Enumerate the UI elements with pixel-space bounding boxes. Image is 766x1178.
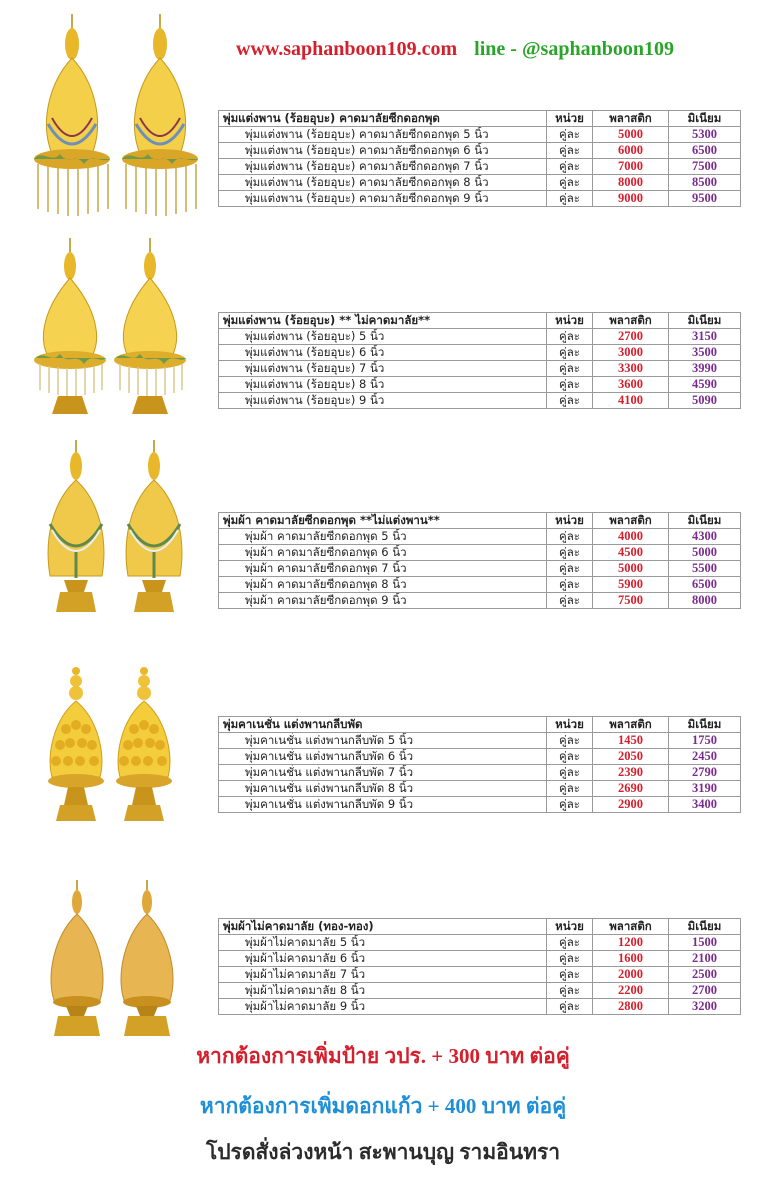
product-name-cell: พุ่มแต่งพาน (ร้อยอุบะ) คาดมาลัยซีกดอกพุด 9 นิ้ว [219, 191, 547, 207]
plastic-price-cell: 6000 [593, 143, 669, 159]
metal-price-cell: 6500 [669, 143, 741, 159]
plastic-price-cell: 1200 [593, 935, 669, 951]
unit-cell: คู่ละ [547, 765, 593, 781]
plastic-price-cell: 2900 [593, 797, 669, 813]
product-name-cell: พุ่มแต่งพาน (ร้อยอุบะ) คาดมาลัยซีกดอกพุด 5 นิ้ว [219, 127, 547, 143]
metal-price-cell: 1750 [669, 733, 741, 749]
product-name-cell: พุ่มคาเนชั่น แต่งพานกลีบพัด 5 นิ้ว [219, 733, 547, 749]
product-name-cell: พุ่มแต่งพาน (ร้อยอุบะ) 8 นิ้ว [219, 377, 547, 393]
unit-cell: คู่ละ [547, 951, 593, 967]
product-name-cell: พุ่มคาเนชั่น แต่งพานกลีบพัด 7 นิ้ว [219, 765, 547, 781]
table-row [219, 577, 741, 593]
unit-cell: คู่ละ [547, 361, 593, 377]
column-header-metal: มิเนียม [669, 919, 741, 935]
unit-cell: คู่ละ [547, 561, 593, 577]
footer-order-note: โปรดสั่งล่วงหน้า สะพานบุญ รามอินทรา [205, 1140, 561, 1164]
metal-price-cell: 2700 [669, 983, 741, 999]
product-name-cell: พุ่มผ้า คาดมาลัยซีกดอกพุด 8 นิ้ว [219, 577, 547, 593]
price-table [218, 716, 741, 813]
table-row [219, 529, 741, 545]
price-table [218, 110, 741, 207]
metal-price-cell: 5090 [669, 393, 741, 409]
table-title: พุ่มแต่งพาน (ร้อยอุบะ) ** ไม่คาดมาลัย** [219, 313, 547, 329]
table-row [219, 361, 741, 377]
table-row [219, 545, 741, 561]
unit-cell: คู่ละ [547, 781, 593, 797]
plastic-price-cell: 3300 [593, 361, 669, 377]
plastic-price-cell: 4500 [593, 545, 669, 561]
product-name-cell: พุ่มผ้า คาดมาลัยซีกดอกพุด 6 นิ้ว [219, 545, 547, 561]
table-title: พุ่มคาเนชั่น แต่งพานกลีบพัด [219, 717, 547, 733]
plastic-price-cell: 2800 [593, 999, 669, 1015]
product-name-cell: พุ่มแต่งพาน (ร้อยอุบะ) 5 นิ้ว [219, 329, 547, 345]
unit-cell: คู่ละ [547, 191, 593, 207]
plastic-price-cell: 5000 [593, 561, 669, 577]
table-header-row [219, 513, 741, 529]
plastic-price-cell: 2690 [593, 781, 669, 797]
metal-price-cell: 2100 [669, 951, 741, 967]
unit-cell: คู่ละ [547, 577, 593, 593]
product-name-cell: พุ่มผ้าไม่คาดมาลัย 6 นิ้ว [219, 951, 547, 967]
product-name-cell: พุ่มแต่งพาน (ร้อยอุบะ) คาดมาลัยซีกดอกพุด 6 นิ้ว [219, 143, 547, 159]
table-row [219, 797, 741, 813]
pum-garland-tassel-icon [30, 14, 114, 219]
table-header-row [219, 111, 741, 127]
metal-price-cell: 8000 [669, 593, 741, 609]
metal-price-cell: 5300 [669, 127, 741, 143]
website-link[interactable]: www.saphanboon109.com [236, 38, 458, 60]
product-name-cell: พุ่มแต่งพาน (ร้อยอุบะ) 7 นิ้ว [219, 361, 547, 377]
unit-cell: คู่ละ [547, 749, 593, 765]
product-name-cell: พุ่มแต่งพาน (ร้อยอุบะ) 9 นิ้ว [219, 393, 547, 409]
metal-price-cell: 1500 [669, 935, 741, 951]
pum-fabric-garland-icon [118, 440, 190, 615]
table-row [219, 175, 741, 191]
plastic-price-cell: 3000 [593, 345, 669, 361]
plastic-price-cell: 4000 [593, 529, 669, 545]
unit-cell: คู่ละ [547, 529, 593, 545]
product-name-cell: พุ่มผ้า คาดมาลัยซีกดอกพุด 7 นิ้ว [219, 561, 547, 577]
unit-cell: คู่ละ [547, 999, 593, 1015]
product-name-cell: พุ่มผ้า คาดมาลัยซีกดอกพุด 5 นิ้ว [219, 529, 547, 545]
pum-carnation-icon [112, 665, 176, 825]
table-row [219, 999, 741, 1015]
table-row [219, 377, 741, 393]
metal-price-cell: 6500 [669, 577, 741, 593]
table-row [219, 967, 741, 983]
pum-gold-fabric-icon [114, 880, 180, 1040]
product-image-5 [44, 880, 180, 1040]
plastic-price-cell: 7500 [593, 593, 669, 609]
table-row [219, 951, 741, 967]
plastic-price-cell: 5000 [593, 127, 669, 143]
product-name-cell: พุ่มแต่งพาน (ร้อยอุบะ) คาดมาลัยซีกดอกพุด 8 นิ้ว [219, 175, 547, 191]
unit-cell: คู่ละ [547, 545, 593, 561]
table-row [219, 393, 741, 409]
column-header-metal: มิเนียม [669, 717, 741, 733]
table-header-row [219, 313, 741, 329]
unit-cell: คู่ละ [547, 175, 593, 191]
column-header-plastic: พลาสติก [593, 513, 669, 529]
table-row [219, 733, 741, 749]
metal-price-cell: 2450 [669, 749, 741, 765]
metal-price-cell: 4300 [669, 529, 741, 545]
table-row [219, 191, 741, 207]
product-name-cell: พุ่มแต่งพาน (ร้อยอุบะ) คาดมาลัยซีกดอกพุด 7 นิ้ว [219, 159, 547, 175]
pum-carnation-icon [44, 665, 108, 825]
table-row [219, 593, 741, 609]
product-name-cell: พุ่มผ้าไม่คาดมาลัย 9 นิ้ว [219, 999, 547, 1015]
table-row [219, 329, 741, 345]
column-header-plastic: พลาสติก [593, 919, 669, 935]
unit-cell: คู่ละ [547, 393, 593, 409]
column-header-plastic: พลาสติก [593, 111, 669, 127]
footer-flower-addon: หากต้องการเพิ่มดอกแก้ว + 400 บาท ต่อคู่ [199, 1094, 567, 1118]
unit-cell: คู่ละ [547, 733, 593, 749]
pum-tray-tassel-icon [112, 238, 188, 416]
metal-price-cell: 3200 [669, 999, 741, 1015]
plastic-price-cell: 2700 [593, 329, 669, 345]
metal-price-cell: 8500 [669, 175, 741, 191]
column-header-unit: หน่วย [547, 717, 593, 733]
plastic-price-cell: 2200 [593, 983, 669, 999]
metal-price-cell: 3150 [669, 329, 741, 345]
unit-cell: คู่ละ [547, 377, 593, 393]
plastic-price-cell: 8000 [593, 175, 669, 191]
table-row [219, 159, 741, 175]
metal-price-cell: 4590 [669, 377, 741, 393]
product-name-cell: พุ่มคาเนชั่น แต่งพานกลีบพัด 9 นิ้ว [219, 797, 547, 813]
metal-price-cell: 7500 [669, 159, 741, 175]
table-row [219, 127, 741, 143]
metal-price-cell: 2500 [669, 967, 741, 983]
column-header-unit: หน่วย [547, 919, 593, 935]
table-row [219, 983, 741, 999]
column-header-unit: หน่วย [547, 513, 593, 529]
product-name-cell: พุ่มผ้าไม่คาดมาลัย 8 นิ้ว [219, 983, 547, 999]
table-row [219, 561, 741, 577]
table-row [219, 765, 741, 781]
product-name-cell: พุ่มคาเนชั่น แต่งพานกลีบพัด 6 นิ้ว [219, 749, 547, 765]
plastic-price-cell: 2000 [593, 967, 669, 983]
metal-price-cell: 5500 [669, 561, 741, 577]
unit-cell: คู่ละ [547, 983, 593, 999]
plastic-price-cell: 3600 [593, 377, 669, 393]
product-image-3 [40, 440, 190, 615]
table-row [219, 345, 741, 361]
contact-header [236, 38, 674, 61]
unit-cell: คู่ละ [547, 797, 593, 813]
metal-price-cell: 9500 [669, 191, 741, 207]
product-name-cell: พุ่มผ้าไม่คาดมาลัย 5 นิ้ว [219, 935, 547, 951]
table-header-row [219, 717, 741, 733]
metal-price-cell: 3500 [669, 345, 741, 361]
unit-cell: คู่ละ [547, 329, 593, 345]
product-name-cell: พุ่มคาเนชั่น แต่งพานกลีบพัด 8 นิ้ว [219, 781, 547, 797]
metal-price-cell: 3190 [669, 781, 741, 797]
price-table [218, 918, 741, 1015]
metal-price-cell: 5000 [669, 545, 741, 561]
plastic-price-cell: 5900 [593, 577, 669, 593]
column-header-metal: มิเนียม [669, 513, 741, 529]
unit-cell: คู่ละ [547, 127, 593, 143]
metal-price-cell: 3400 [669, 797, 741, 813]
table-title: พุ่มผ้าไม่คาดมาลัย (ทอง-ทอง) [219, 919, 547, 935]
plastic-price-cell: 9000 [593, 191, 669, 207]
table-title: พุ่มแต่งพาน (ร้อยอุบะ) คาดมาลัยซีกดอกพุด [219, 111, 547, 127]
price-table [218, 312, 741, 409]
unit-cell: คู่ละ [547, 143, 593, 159]
column-header-plastic: พลาสติก [593, 717, 669, 733]
column-header-unit: หน่วย [547, 313, 593, 329]
plastic-price-cell: 1600 [593, 951, 669, 967]
pum-gold-fabric-icon [44, 880, 110, 1040]
plastic-price-cell: 7000 [593, 159, 669, 175]
column-header-metal: มิเนียม [669, 313, 741, 329]
table-title: พุ่มผ้า คาดมาลัยซีกดอกพุด **ไม่แต่งพาน** [219, 513, 547, 529]
plastic-price-cell: 1450 [593, 733, 669, 749]
column-header-unit: หน่วย [547, 111, 593, 127]
footer-sign-addon: หากต้องการเพิ่มป้าย วปร. + 300 บาท ต่อคู่ [196, 1044, 570, 1068]
product-image-1 [30, 14, 202, 219]
metal-price-cell: 2790 [669, 765, 741, 781]
table-row [219, 749, 741, 765]
plastic-price-cell: 4100 [593, 393, 669, 409]
product-image-2 [32, 238, 188, 416]
plastic-price-cell: 2050 [593, 749, 669, 765]
table-row [219, 781, 741, 797]
table-header-row [219, 919, 741, 935]
unit-cell: คู่ละ [547, 159, 593, 175]
unit-cell: คู่ละ [547, 593, 593, 609]
product-image-4 [44, 665, 176, 825]
line-id: line - @saphanboon109 [474, 38, 674, 60]
pum-garland-tassel-icon [118, 14, 202, 219]
unit-cell: คู่ละ [547, 967, 593, 983]
metal-price-cell: 3990 [669, 361, 741, 377]
table-row [219, 143, 741, 159]
pum-tray-tassel-icon [32, 238, 108, 416]
product-name-cell: พุ่มผ้าไม่คาดมาลัย 7 นิ้ว [219, 967, 547, 983]
pum-fabric-garland-icon [40, 440, 112, 615]
product-name-cell: พุ่มแต่งพาน (ร้อยอุบะ) 6 นิ้ว [219, 345, 547, 361]
price-table [218, 512, 741, 609]
column-header-metal: มิเนียม [669, 111, 741, 127]
unit-cell: คู่ละ [547, 345, 593, 361]
plastic-price-cell: 2390 [593, 765, 669, 781]
unit-cell: คู่ละ [547, 935, 593, 951]
product-name-cell: พุ่มผ้า คาดมาลัยซีกดอกพุด 9 นิ้ว [219, 593, 547, 609]
column-header-plastic: พลาสติก [593, 313, 669, 329]
table-row [219, 935, 741, 951]
